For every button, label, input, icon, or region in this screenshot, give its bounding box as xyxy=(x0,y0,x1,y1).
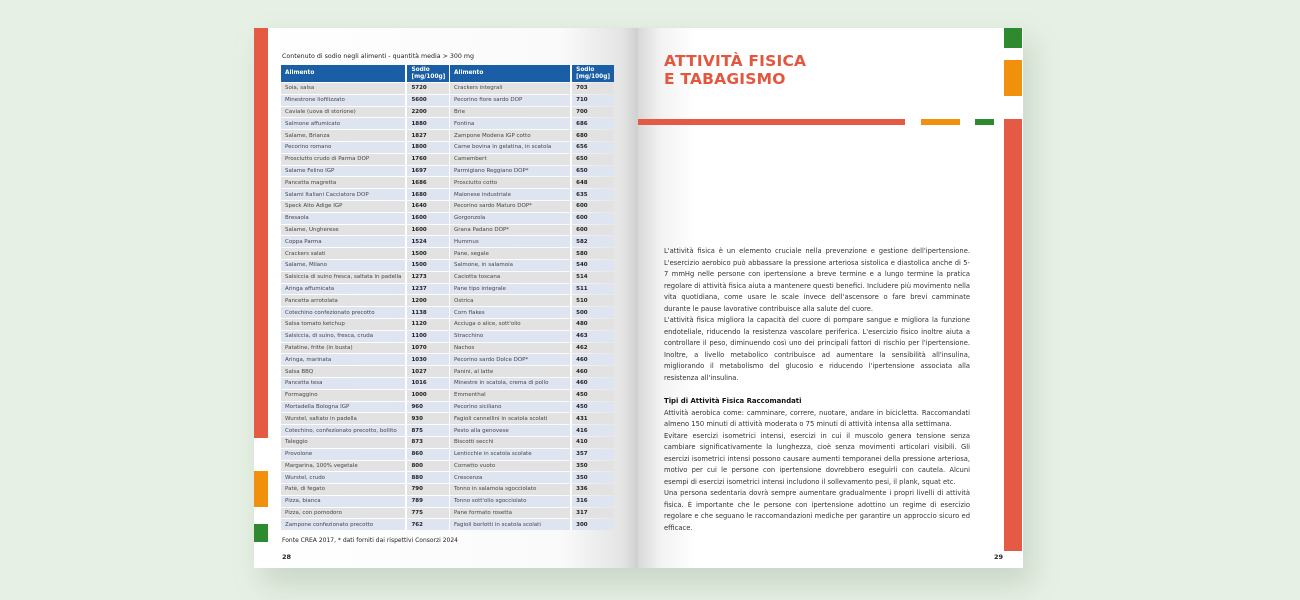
sodium-value: 460 xyxy=(572,378,614,389)
table-row xyxy=(450,319,614,330)
table-row xyxy=(281,177,449,188)
sodium-value: 1697 xyxy=(407,166,449,177)
sodium-value: 873 xyxy=(407,437,449,448)
sodium-value: 1524 xyxy=(407,236,449,247)
table-row xyxy=(450,166,614,177)
food-name: Tonno sott'olio sgocciolato xyxy=(450,496,572,507)
table-row xyxy=(450,225,614,236)
table-row xyxy=(281,95,449,106)
sodium-value: 680 xyxy=(572,130,614,141)
sodium-value: 710 xyxy=(572,95,614,106)
table-row xyxy=(450,95,614,106)
sodium-value: 316 xyxy=(572,496,614,507)
sodium-value: 480 xyxy=(572,319,614,330)
table-row xyxy=(281,166,449,177)
table-row xyxy=(450,390,614,401)
orange-divider-bar xyxy=(921,119,960,125)
food-name: Hummus xyxy=(450,236,572,247)
sodium-table-1 xyxy=(281,64,449,531)
table-row xyxy=(281,307,449,318)
table-row xyxy=(450,189,614,200)
table-row xyxy=(281,284,449,295)
sodium-value: 357 xyxy=(572,449,614,460)
table-row xyxy=(281,354,449,365)
table-row xyxy=(281,519,449,530)
table-row xyxy=(450,260,614,271)
table-row xyxy=(450,437,614,448)
food-name: Crackers salati xyxy=(281,248,407,259)
green-accent-bar xyxy=(254,524,268,542)
food-name: Aringa, marinata xyxy=(281,354,407,365)
table-row xyxy=(281,366,449,377)
red-accent-bar xyxy=(1004,119,1022,551)
food-name: Pane formato rosetta xyxy=(450,508,572,519)
sodium-value: 600 xyxy=(572,225,614,236)
table-row xyxy=(450,413,614,424)
sodium-value: 775 xyxy=(407,508,449,519)
table-row xyxy=(281,154,449,165)
food-name: Wurstel, saltato in padella xyxy=(281,413,407,424)
sodium-value: 686 xyxy=(572,118,614,129)
sodium-value: 1686 xyxy=(407,177,449,188)
food-name: Tonno in salamoia sgocciolato xyxy=(450,484,572,495)
red-divider-bar xyxy=(638,119,905,125)
food-name: Emmenthal xyxy=(450,390,572,401)
table-row xyxy=(450,307,614,318)
food-name: Fontina xyxy=(450,118,572,129)
paragraph: L'attività fisica migliora la capacità del cuore di pompare sangue e migliora la funzione endoteliale, riducendo la resistenza vascolare periferica. L'esercizio fisico inoltre aiuta a controllare il peso, diminuendo così uno dei principali fattori di rischio per l'ipertensione. Inoltre, a livello metabolico contribuisce ad aumentare la sensibilità all'insulina, migliorando il metabolismo del glucosio e riducendo l'ipertensione associata alla resistenza all'insulina. xyxy=(664,316,970,382)
food-name: Zampone Modena IGP cotto xyxy=(450,130,572,141)
food-name: Biscotti secchi xyxy=(450,437,572,448)
food-name: Fagioli borlotti in scatola scolati xyxy=(450,519,572,530)
table-row xyxy=(281,508,449,519)
sodium-value: 1600 xyxy=(407,213,449,224)
body-text xyxy=(664,246,970,534)
sodium-value: 540 xyxy=(572,260,614,271)
sodium-value: 1000 xyxy=(407,390,449,401)
sodium-value: 450 xyxy=(572,390,614,401)
sodium-value: 1680 xyxy=(407,189,449,200)
sodium-value: 462 xyxy=(572,343,614,354)
food-name: Pane, segale xyxy=(450,248,572,259)
sodium-value: 1500 xyxy=(407,248,449,259)
table-row xyxy=(281,425,449,436)
food-name: Salami Italiani Cacciatora DOP xyxy=(281,189,407,200)
table-row xyxy=(450,496,614,507)
table-row xyxy=(281,260,449,271)
paragraph: Evitare esercizi isometrici intensi, esercizi in cui il muscolo genera tensione senza cambiare significativamente la lunghezza, cioè senza movimenti articolari visibili. Gli esercizi isometrici intensi possono causare aumenti temporanei della pressione arteriosa, motivo per cui le persone con ipertensione dovrebbero eseguirli con cautela. Alcuni esempi di esercizi isometrici intensi includono il sollevamento pesi, il plank, squat etc. xyxy=(664,431,970,486)
table-row xyxy=(450,449,614,460)
sodium-value: 789 xyxy=(407,496,449,507)
sodium-value: 1138 xyxy=(407,307,449,318)
table-row xyxy=(281,248,449,259)
food-name: Pecorino sardo Maturo DOP* xyxy=(450,201,572,212)
table-caption: Contenuto di sodio negli alimenti - quantità media > 300 mg xyxy=(282,53,475,60)
table-row xyxy=(450,425,614,436)
table-row xyxy=(281,189,449,200)
sodium-value: 300 xyxy=(572,519,614,530)
sodium-value: 580 xyxy=(572,248,614,259)
table-row xyxy=(450,272,614,283)
food-name: Caviale (uova di storione) xyxy=(281,107,407,118)
table-row xyxy=(281,437,449,448)
sodium-value: 2200 xyxy=(407,107,449,118)
table-row xyxy=(450,484,614,495)
table-row xyxy=(450,154,614,165)
food-name: Pancetta arrotolata xyxy=(281,295,407,306)
food-name: Salame, Brianza xyxy=(281,130,407,141)
sodium-value: 930 xyxy=(407,413,449,424)
sodium-value: 450 xyxy=(572,402,614,413)
food-name: Margarina, 100% vegetale xyxy=(281,461,407,472)
food-name: Pancetta tesa xyxy=(281,378,407,389)
table-row xyxy=(450,142,614,153)
food-name: Minestre in scatola, crema di pollo xyxy=(450,378,572,389)
column-header-sodium: Sodio [mg/100g] xyxy=(407,65,449,82)
food-name: Pancetta magretta xyxy=(281,177,407,188)
paragraph: Una persona sedentaria dovrà sempre aumentare gradualmente i propri livelli di attività fisica. È importante che le persone con ipertensione adottino un regime di esercizio regolare e che seguano le raccomandazioni mediche per garantire un approccio sicuro ed efficace. xyxy=(664,489,970,532)
table-row xyxy=(450,201,614,212)
food-name: Prosciutto crudo di Parma DOP xyxy=(281,154,407,165)
table-row xyxy=(281,201,449,212)
sodium-value: 650 xyxy=(572,166,614,177)
food-name: Lenticchie in scatola scolate xyxy=(450,449,572,460)
food-name: Cornetto vuoto xyxy=(450,461,572,472)
food-name: Pizza, bianca xyxy=(281,496,407,507)
sodium-value: 1100 xyxy=(407,331,449,342)
left-page xyxy=(254,28,638,568)
food-name: Taleggio xyxy=(281,437,407,448)
table-row xyxy=(281,331,449,342)
title-line-2: E TABAGISMO xyxy=(664,70,786,88)
sodium-value: 880 xyxy=(407,472,449,483)
sodium-value: 5600 xyxy=(407,95,449,106)
sodium-value: 460 xyxy=(572,366,614,377)
table-row xyxy=(281,319,449,330)
sodium-value: 800 xyxy=(407,461,449,472)
table-row xyxy=(281,413,449,424)
food-name: Pane tipo integrale xyxy=(450,284,572,295)
table-row xyxy=(450,402,614,413)
food-name: Prosciutto cotto xyxy=(450,177,572,188)
table-row xyxy=(450,331,614,342)
source-note: Fonte CREA 2017, * dati forniti dai rispettivi Consorzi 2024 xyxy=(282,537,459,544)
table-row xyxy=(281,402,449,413)
food-name: Camembert xyxy=(450,154,572,165)
sodium-value: 431 xyxy=(572,413,614,424)
food-name: Salame Felino IGP xyxy=(281,166,407,177)
sodium-value: 5720 xyxy=(407,83,449,94)
food-name: Patè, di fegato xyxy=(281,484,407,495)
food-name: Aringa affumicata xyxy=(281,284,407,295)
table-row xyxy=(450,284,614,295)
sodium-value: 1760 xyxy=(407,154,449,165)
page-number-left: 28 xyxy=(282,553,292,561)
table-row xyxy=(450,366,614,377)
table-row xyxy=(281,496,449,507)
sodium-value: 703 xyxy=(572,83,614,94)
food-name: Coppa Parma xyxy=(281,236,407,247)
green-accent-bar xyxy=(1004,28,1022,48)
food-name: Formaggino xyxy=(281,390,407,401)
sodium-value: 511 xyxy=(572,284,614,295)
food-name: Cotechino confezionato precotto xyxy=(281,307,407,318)
table-row xyxy=(450,508,614,519)
sodium-value: 960 xyxy=(407,402,449,413)
food-name: Pecorino siciliano xyxy=(450,402,572,413)
food-name: Bresaola xyxy=(281,213,407,224)
red-accent-bar xyxy=(254,28,268,438)
table-row xyxy=(450,118,614,129)
sodium-value: 463 xyxy=(572,331,614,342)
sodium-value: 1016 xyxy=(407,378,449,389)
sodium-value: 317 xyxy=(572,508,614,519)
table-row xyxy=(450,177,614,188)
table-row xyxy=(281,236,449,247)
table-row xyxy=(450,130,614,141)
sodium-value: 582 xyxy=(572,236,614,247)
table-row xyxy=(281,390,449,401)
food-name: Pecorino romano xyxy=(281,142,407,153)
table-row xyxy=(450,472,614,483)
food-name: Speck Alto Adige IGP xyxy=(281,201,407,212)
food-name: Ostrica xyxy=(450,295,572,306)
food-name: Pecorino sardo Dolce DOP* xyxy=(450,354,572,365)
table-row xyxy=(281,118,449,129)
sodium-value: 1030 xyxy=(407,354,449,365)
sodium-value: 790 xyxy=(407,484,449,495)
table-row xyxy=(450,519,614,530)
table-row xyxy=(281,107,449,118)
sodium-value: 1027 xyxy=(407,366,449,377)
orange-accent-bar xyxy=(1004,60,1022,96)
food-name: Salsa tomato ketchup xyxy=(281,319,407,330)
table-row xyxy=(281,272,449,283)
sodium-value: 1200 xyxy=(407,295,449,306)
table-row xyxy=(450,378,614,389)
table-row xyxy=(281,484,449,495)
sodium-value: 1120 xyxy=(407,319,449,330)
food-name: Grana Padano DOP* xyxy=(450,225,572,236)
sodium-value: 1600 xyxy=(407,225,449,236)
food-name: Nachos xyxy=(450,343,572,354)
food-name: Caciotta toscana xyxy=(450,272,572,283)
table-row xyxy=(281,472,449,483)
food-name: Parmigiano Reggiano DOP* xyxy=(450,166,572,177)
food-name: Acciuga o alice, sott'olio xyxy=(450,319,572,330)
table-row xyxy=(450,248,614,259)
sodium-value: 1273 xyxy=(407,272,449,283)
table-row xyxy=(450,236,614,247)
sodium-value: 860 xyxy=(407,449,449,460)
sodium-value: 1800 xyxy=(407,142,449,153)
table-row xyxy=(450,295,614,306)
sodium-value: 1827 xyxy=(407,130,449,141)
title-line-1: ATTIVITÀ FISICA xyxy=(664,52,807,70)
table-row xyxy=(281,213,449,224)
food-name: Pizza, con pomodoro xyxy=(281,508,407,519)
food-name: Corn flakes xyxy=(450,307,572,318)
food-name: Zampone confezionato precotto xyxy=(281,519,407,530)
right-page xyxy=(638,28,1023,568)
food-name: Brie xyxy=(450,107,572,118)
sodium-value: 648 xyxy=(572,177,614,188)
subheading: Tipi di Attività Fisica Raccomandati xyxy=(664,397,802,405)
food-name: Salame, Ungherese xyxy=(281,225,407,236)
page-number-right: 29 xyxy=(994,553,1004,561)
food-name: Salsiccia di suino fresca, saltata in padella xyxy=(281,272,407,283)
food-name: Soia, salsa xyxy=(281,83,407,94)
food-name: Salsiccia, di suino, fresca, cruda xyxy=(281,331,407,342)
food-name: Cotechino, confezionato precotto, bollito xyxy=(281,425,407,436)
food-name: Salame, Milano xyxy=(281,260,407,271)
sodium-value: 350 xyxy=(572,472,614,483)
table-row xyxy=(450,343,614,354)
food-name: Maionese industriale xyxy=(450,189,572,200)
food-name: Patatine, fritte (in busta) xyxy=(281,343,407,354)
page-title xyxy=(664,52,806,88)
sodium-value: 1500 xyxy=(407,260,449,271)
sodium-value: 1237 xyxy=(407,284,449,295)
food-name: Panini, al latte xyxy=(450,366,572,377)
orange-accent-bar xyxy=(254,471,268,507)
food-name: Fagioli cannellini in scatola scolati xyxy=(450,413,572,424)
sodium-value: 875 xyxy=(407,425,449,436)
sodium-value: 700 xyxy=(572,107,614,118)
sodium-value: 514 xyxy=(572,272,614,283)
food-name: Minestrone liofilizzato xyxy=(281,95,407,106)
sodium-value: 650 xyxy=(572,154,614,165)
food-name: Gorgonzola xyxy=(450,213,572,224)
sodium-value: 600 xyxy=(572,213,614,224)
sodium-value: 656 xyxy=(572,142,614,153)
sodium-value: 416 xyxy=(572,425,614,436)
sodium-value: 1640 xyxy=(407,201,449,212)
food-name: Salmone affumicato xyxy=(281,118,407,129)
table-row xyxy=(450,213,614,224)
sodium-value: 336 xyxy=(572,484,614,495)
food-name: Provolone xyxy=(281,449,407,460)
green-divider-bar xyxy=(975,119,994,125)
sodium-value: 350 xyxy=(572,461,614,472)
table-row xyxy=(450,461,614,472)
sodium-value: 510 xyxy=(572,295,614,306)
food-name: Salmone, in salamoia xyxy=(450,260,572,271)
sodium-table-2 xyxy=(450,64,614,531)
sodium-value: 600 xyxy=(572,201,614,212)
food-name: Mortadella Bologna IGP xyxy=(281,402,407,413)
sodium-value: 1070 xyxy=(407,343,449,354)
table-row xyxy=(281,378,449,389)
food-name: Crackers integrali xyxy=(450,83,572,94)
paragraph: Attività aerobica come: camminare, correre, nuotare, andare in bicicletta. Raccomandati almeno 150 minuti di attività moderata o 75 minuti di attività intensa alla settimana. xyxy=(664,408,970,428)
table-row xyxy=(281,343,449,354)
table-row xyxy=(281,142,449,153)
sodium-value: 410 xyxy=(572,437,614,448)
table-row xyxy=(450,107,614,118)
column-header-food: Alimento xyxy=(450,65,572,82)
sodium-value: 1880 xyxy=(407,118,449,129)
sodium-value: 762 xyxy=(407,519,449,530)
table-row xyxy=(281,461,449,472)
table-row xyxy=(450,83,614,94)
table-row xyxy=(281,130,449,141)
food-name: Wurstel, crudo xyxy=(281,472,407,483)
food-name: Stracchino xyxy=(450,331,572,342)
food-name: Crescenza xyxy=(450,472,572,483)
food-name: Carne bovina in gelatina, in scatola xyxy=(450,142,572,153)
table-row xyxy=(281,225,449,236)
table-row xyxy=(281,449,449,460)
sodium-value: 635 xyxy=(572,189,614,200)
food-name: Pesto alla genovese xyxy=(450,425,572,436)
table-row xyxy=(281,83,449,94)
table-row xyxy=(450,354,614,365)
food-name: Pecorino fiore sardo DOP xyxy=(450,95,572,106)
column-header-food: Alimento xyxy=(281,65,407,82)
column-header-sodium: Sodio [mg/100g] xyxy=(572,65,614,82)
table-row xyxy=(281,295,449,306)
paragraph: L'attività fisica è un elemento cruciale nella prevenzione e gestione dell'ipertensione. L'esercizio aerobico può abbassare la pressione arteriosa sistolica e diastolica anche di 5-7 mmHg nelle persone con ipertensione a breve termine e a lungo termine la pratica regolare di attività fisica aiuta a mantenere questi benefici. Includere più movimento nella vita quotidiana, come usare le scale invece dell'ascensore o fare brevi camminate durante le pause lavorative contribuisce alla salute del cuore. xyxy=(664,247,970,313)
sodium-value: 460 xyxy=(572,354,614,365)
food-name: Salsa BBQ xyxy=(281,366,407,377)
sodium-value: 500 xyxy=(572,307,614,318)
